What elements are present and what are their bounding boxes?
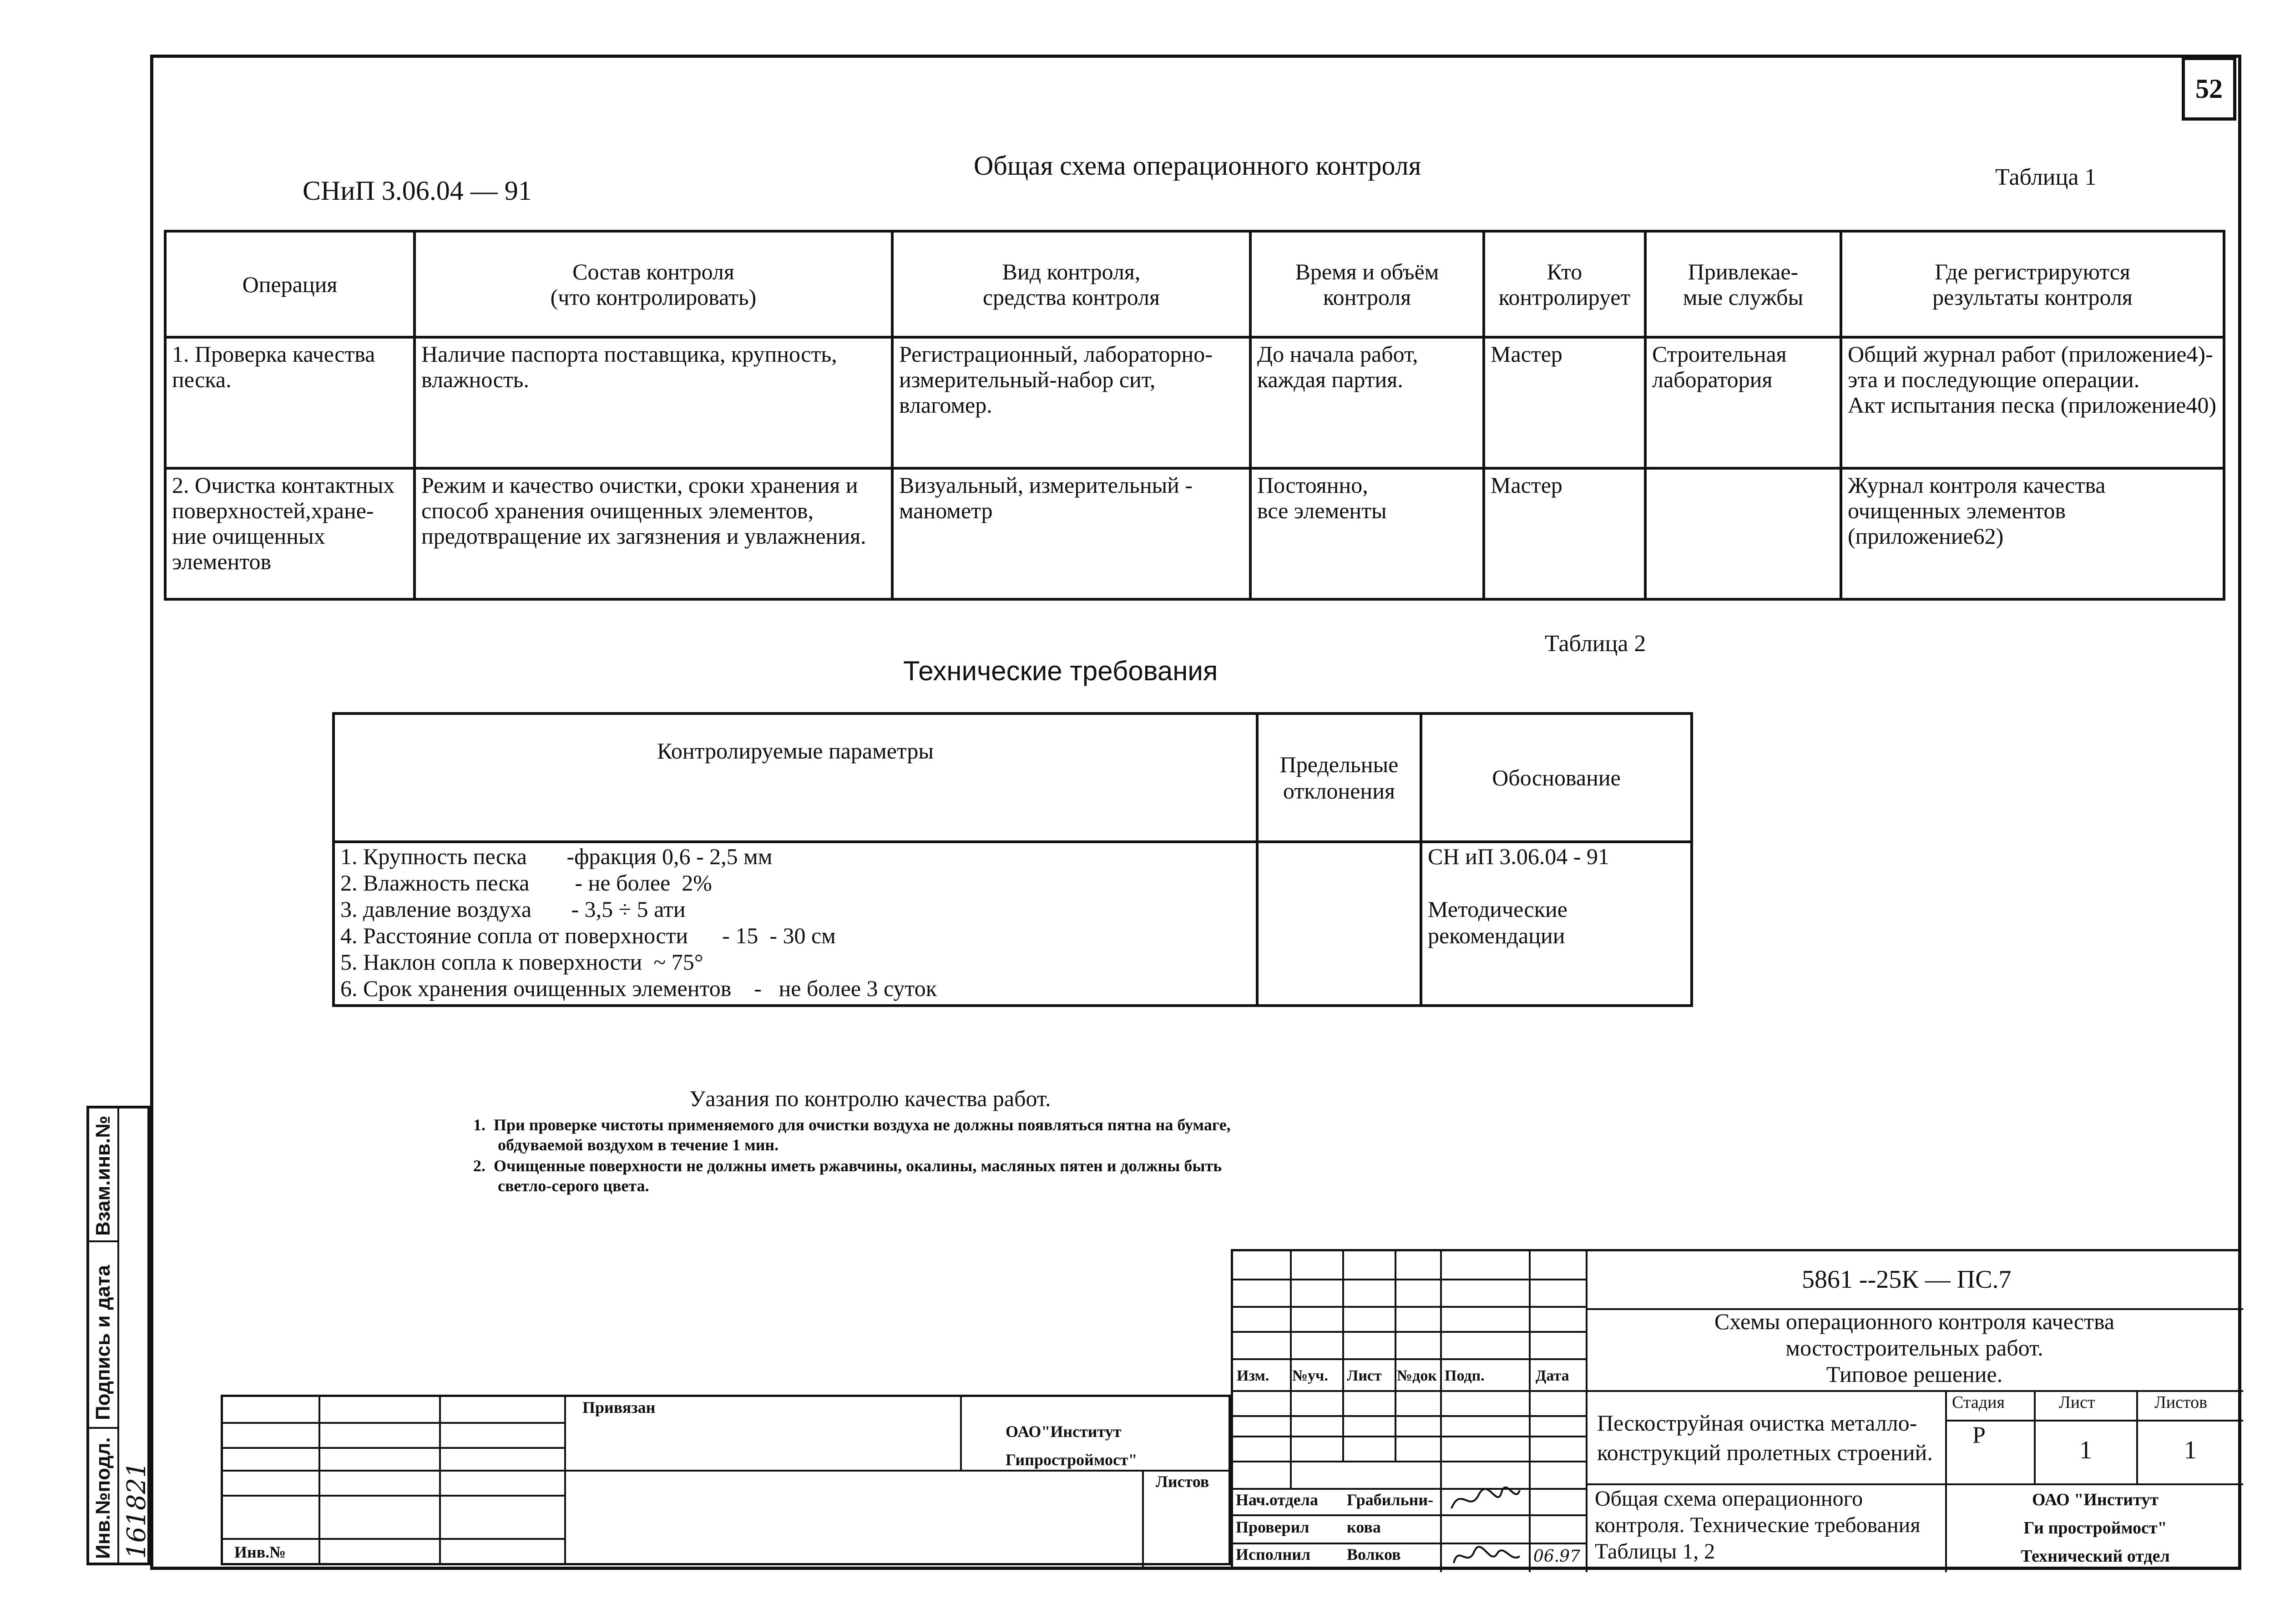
grid-line: [1233, 1461, 1586, 1462]
grid-line: [1586, 1251, 1587, 1572]
grid-line: [2034, 1390, 2036, 1483]
col-header-ndok: №док: [1397, 1367, 1437, 1384]
grid-line: [2136, 1390, 2138, 1483]
header-registration: Где регистрируются результаты контроля: [1841, 231, 2224, 337]
cell: Визуальный, измерительный - манометр: [892, 468, 1250, 599]
document-code: СНиП 3.06.04 — 91: [303, 176, 532, 206]
stage-label: Стадия: [1952, 1393, 2005, 1412]
params-cell: [334, 842, 1257, 1006]
header-deviations: Предельные отклонения: [1257, 713, 1421, 842]
col-header-nuch: №уч.: [1292, 1367, 1328, 1384]
signature-mark: [1447, 1543, 1524, 1572]
grid-line: [1233, 1306, 1586, 1308]
grid-line: [1233, 1358, 1586, 1360]
side-label-replacement: Взам.инв.№: [92, 1115, 114, 1236]
binding-stamp: [221, 1395, 1231, 1565]
header-control-composition: Состав контроля (что контролировать): [415, 231, 892, 337]
list-item: 2. Влажность песка - не более 2%: [340, 870, 712, 895]
sheet-label: Лист: [2059, 1393, 2095, 1412]
date-value: 06.97: [1533, 1547, 1581, 1566]
sheet-description: Пескоструйная очистка металло- конструкций пролетных строений.: [1597, 1410, 1933, 1465]
col-header-podp: Подп.: [1445, 1367, 1485, 1384]
cell: Журнал контроля качества очищенных элементов (приложение62): [1841, 468, 2224, 599]
grid-line: [1233, 1279, 1586, 1280]
col-header-date: Дата: [1536, 1367, 1569, 1384]
grid-line: [1586, 1483, 2243, 1485]
stage-value: Р: [1972, 1422, 1986, 1448]
table-row: [165, 337, 2224, 468]
side-divider: [89, 1240, 119, 1242]
sheets-value: 1: [2184, 1436, 2197, 1464]
control-table: [164, 230, 2225, 601]
cell: Регистрационный, лабораторно-измерительный-набор сит, влагомер.: [892, 337, 1250, 468]
cell: 1. Проверка качества песка.: [165, 337, 415, 468]
side-label-signature: Подпись и дата: [92, 1265, 114, 1420]
cell: Мастер: [1484, 337, 1645, 468]
grid-line: [223, 1422, 564, 1424]
grid-line: [1395, 1251, 1396, 1461]
deviations-cell: [1257, 842, 1421, 1006]
cell: Строительная лаборатория: [1645, 337, 1841, 468]
signature-mark: [1447, 1481, 1524, 1518]
cell: [1645, 468, 1841, 599]
grid-line: [1440, 1251, 1442, 1572]
doc-title: Схемы операционного контроля качества мостостроительных работ. Типовое решение.: [1714, 1309, 2115, 1387]
role-name: Грабильни-: [1347, 1491, 1434, 1509]
table1-label: Таблица 1: [1995, 164, 2097, 190]
listov-label: Листов: [1156, 1472, 1209, 1491]
cell: 2. Очистка контактных поверхностей,хране-ние очищенных элементов: [165, 468, 415, 599]
basis-line: Методические рекомендации: [1428, 896, 1567, 948]
side-stamp: [86, 1106, 150, 1565]
inv-label: Инв.№: [234, 1543, 286, 1561]
grid-line: [1233, 1543, 1586, 1544]
role-label: Нач.отдела: [1236, 1491, 1318, 1509]
table-header-row: [334, 713, 1692, 842]
grid-line: [1233, 1488, 1586, 1490]
inventory-number: 161821: [122, 1462, 152, 1559]
table-header-row: [165, 231, 2224, 337]
header-services: Привлекае- мые службы: [1645, 231, 1841, 337]
doc-number: 5861 --25К — ПС.7: [1802, 1265, 2012, 1294]
header-parameters: Контролируемые параметры: [334, 713, 1257, 842]
side-divider: [89, 1427, 119, 1429]
grid-line: [1290, 1251, 1292, 1488]
instructions-item: 2. Очищенные поверхности не должны иметь ржавчины, окалины, масляных пятен и должны быть светло-серого цвета.: [473, 1157, 1222, 1195]
list-item: 6. Срок хранения очищенных элементов - не более 3 суток: [340, 976, 937, 1001]
header-controller: Кто контролирует: [1484, 231, 1645, 337]
grid-line: [960, 1397, 962, 1470]
grid-line: [1586, 1390, 2243, 1392]
side-label-inventory: Инв.№подл.: [92, 1437, 114, 1559]
grid-line: [1233, 1390, 1586, 1392]
organization: ОАО "Институт Ги простроймост" Технический отдел: [2021, 1490, 2170, 1566]
cell: Режим и качество очистки, сроки хранения и способ хранения очищенных элементов, предотвращение их загязнения и увлажнения.: [415, 468, 892, 599]
role-name: кова: [1347, 1518, 1381, 1536]
header-time-volume: Время и объём контроля: [1250, 231, 1484, 337]
grid-line: [1233, 1415, 1586, 1417]
privyazan-label: Привязан: [582, 1398, 656, 1417]
grid-line: [223, 1538, 564, 1540]
cell: Общий журнал работ (приложение4)-эта и последующие операции. Акт испытания песка (приложение40): [1841, 337, 2224, 468]
grid-line: [1233, 1436, 1586, 1437]
grid-line: [1945, 1420, 2243, 1422]
col-header-list: Лист: [1347, 1367, 1382, 1384]
basis-line: [1428, 870, 1685, 896]
basis-cell: [1421, 842, 1692, 1006]
header-basis: Обоснование: [1421, 713, 1692, 842]
table2-label: Таблица 2: [1545, 631, 1646, 657]
grid-line: [1142, 1470, 1144, 1568]
sheets-label: Листов: [2154, 1393, 2208, 1412]
sheet-value: 1: [2079, 1436, 2092, 1464]
grid-line: [1945, 1390, 1947, 1572]
list-item: 3. давление воздуха - 3,5 ÷ 5 ати: [340, 896, 686, 922]
org-left: ОАО"Институт Гипростроймост": [1006, 1422, 1138, 1469]
basis-line: СН иП 3.06.04 - 91: [1428, 844, 1609, 869]
col-header-izm: Изм.: [1237, 1367, 1269, 1384]
page-title: Общая схема операционного контроля: [974, 151, 1421, 181]
instructions-item: 1. При проверке чистоты применяемого для очистки воздуха не должны появляться пятна на бумаге, обдуваемой воздухом в течение 1 мин.: [473, 1116, 1231, 1154]
title-block: [1231, 1249, 2241, 1570]
table2-title: Технические требования: [903, 656, 1218, 686]
cell: Наличие паспорта поставщика, крупность, влажность.: [415, 337, 892, 468]
cell: До начала работ, каждая партия.: [1250, 337, 1484, 468]
header-control-type: Вид контроля, средства контроля: [892, 231, 1250, 337]
grid-line: [223, 1495, 564, 1497]
table-row: [165, 468, 2224, 599]
role-name: Волков: [1347, 1545, 1401, 1563]
role-label: Исполнил: [1236, 1545, 1311, 1563]
header-operation: Операция: [165, 231, 415, 337]
grid-line: [564, 1397, 566, 1563]
page-number: 52: [2182, 57, 2236, 121]
cell: Постоянно, все элементы: [1250, 468, 1484, 599]
list-item: 5. Наклон сопла к поверхности ~ 75°: [340, 949, 703, 975]
requirements-table: [332, 712, 1693, 1007]
role-label: Проверил: [1236, 1518, 1309, 1536]
cell: Мастер: [1484, 468, 1645, 599]
instructions-title: Уазания по контролю качества работ.: [689, 1086, 1051, 1111]
list-item: 1. Крупность песка -фракция 0,6 - 2,5 мм: [340, 844, 773, 869]
grid-line: [1342, 1251, 1344, 1461]
table-row: [334, 842, 1692, 1006]
grid-line: [1233, 1331, 1586, 1333]
grid-line: [1529, 1251, 1531, 1572]
grid-line: [223, 1447, 564, 1449]
grid-line: [1233, 1514, 1586, 1516]
sheet-contents: Общая схема операционного контроля. Технические требования Таблицы 1, 2: [1595, 1487, 1921, 1563]
list-item: 4. Расстояние сопла от поверхности - 15 - 30 см: [340, 923, 836, 948]
